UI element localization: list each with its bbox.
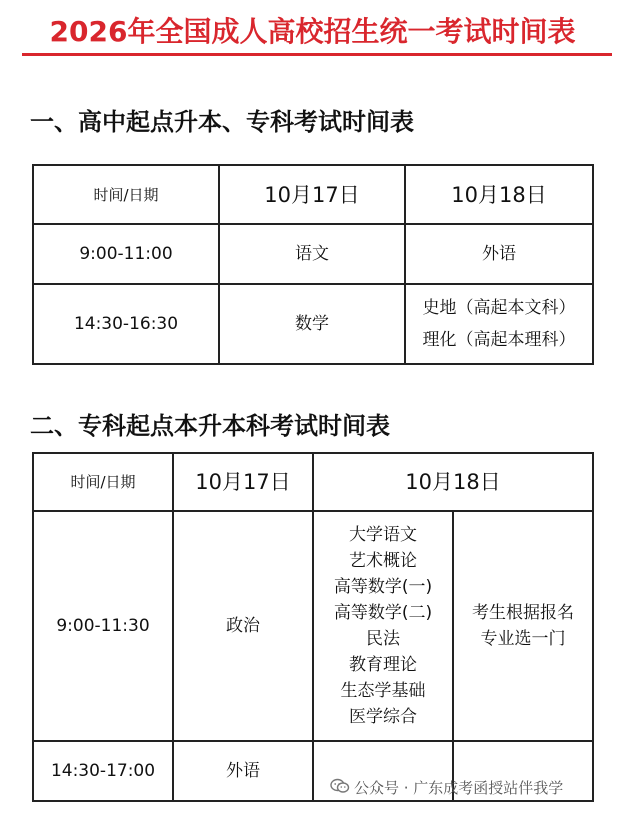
header-day2: 10月18日	[405, 165, 593, 224]
table-row	[33, 224, 593, 284]
day1-subject-cell: 数学	[219, 284, 405, 364]
subject-line: 大学语文	[349, 525, 417, 545]
day2-subject-cell	[405, 284, 593, 364]
subject-line: 史地（高起本文科）	[422, 298, 576, 318]
time-cell: 14:30-17:00	[33, 741, 173, 801]
title-underline	[22, 53, 612, 56]
subject-line: 外语	[482, 244, 516, 264]
table-header-row	[33, 453, 593, 511]
day1-subject-cell: 语文	[219, 224, 405, 284]
day2-subject-list	[313, 511, 453, 741]
header-day2: 10月18日	[313, 453, 593, 511]
subject-line: 高等数学(二)	[333, 603, 433, 623]
table-row	[33, 284, 593, 364]
header-day1: 10月17日	[219, 165, 405, 224]
subject-line: 高等数学(一)	[333, 577, 433, 597]
schedule-table-junior-college	[32, 452, 594, 802]
header-time-date: 时间/日期	[33, 165, 219, 224]
subject-line: 教育理论	[349, 655, 417, 675]
day2-subject-cell	[405, 224, 593, 284]
day1-subject-cell: 外语	[173, 741, 313, 801]
schedule-table-high-school	[32, 164, 594, 365]
table-row	[33, 511, 593, 741]
time-cell: 9:00-11:00	[33, 224, 219, 284]
subject-line: 医学综合	[349, 707, 417, 727]
header-day1: 10月17日	[173, 453, 313, 511]
subject-line: 艺术概论	[349, 551, 417, 571]
page-title: 2026年全国成人高校招生统一考试时间表	[49, 15, 576, 48]
section1-heading: 一、高中起点升本、专科考试时间表	[30, 108, 414, 136]
subject-line: 理化（高起本理科）	[422, 330, 576, 350]
table-header-row	[33, 165, 593, 224]
watermark	[330, 777, 563, 800]
time-cell: 9:00-11:30	[33, 511, 173, 741]
note-line: 专业选一门	[480, 629, 566, 649]
subject-line: 民法	[366, 629, 400, 649]
subject-line: 生态学基础	[340, 681, 426, 701]
wechat-official-account-icon	[330, 778, 350, 800]
header-time-date: 时间/日期	[33, 453, 173, 511]
day2-note-cell	[453, 511, 593, 741]
time-cell: 14:30-16:30	[33, 284, 219, 364]
section2-heading: 二、专科起点本升本科考试时间表	[30, 412, 390, 440]
day1-subject-cell: 政治	[173, 511, 313, 741]
note-line: 考生根据报名	[472, 603, 574, 623]
watermark-text: 公众号 · 广东成考函授站伴我学	[354, 779, 564, 797]
